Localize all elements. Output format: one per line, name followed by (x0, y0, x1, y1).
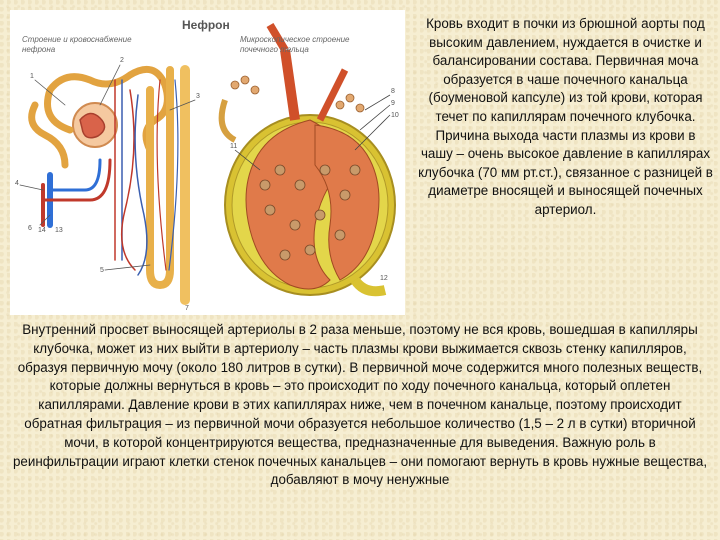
label-1: 1 (30, 73, 34, 80)
nephron-structure-drawing (20, 65, 195, 300)
nephron-figure (10, 10, 405, 315)
label-4: 4 (15, 180, 19, 187)
label-12: 12 (380, 275, 388, 282)
side-paragraph: Кровь входит в почки из брюшной аорты под высоким давлением, нуждается в очистке и балансировании состава. Первичная моча образуется в чаше почечного канальца (боуменовой капсуле) из той крови, которая течет по капиллярам почечного клубочка. Причина выхода части плазмы из крови в чашу – очень высокое давление в капиллярах клубочка (70 мм рт.ст.), связанное с разницей в диаметре вносящей и выносящей почечных артериол. (418, 16, 713, 217)
label-9: 9 (391, 100, 395, 107)
label-5: 5 (100, 267, 104, 274)
label-13: 13 (55, 227, 63, 234)
label-14: 14 (38, 227, 46, 234)
figure-title: Нефрон (182, 18, 230, 32)
label-3: 3 (196, 93, 200, 100)
main-paragraph: Внутренний просвет выносящей артериолы в 2 раза меньше, поэтому не вся кровь, вошедшая в капилляры клубочка, может из них выйти в артериолу – часть плазмы крови выжимается сквозь стенку капилляров, образуя первичную мочу (около 180 литров в сутки). В первичной моче содержится много полезных веществ, которые должны вернуться в кровь – это происходит по ходу почечного канальца, который оплетен капиллярами. Давление крови в этих капиллярах ниже, чем в почечном канальце, поэтому происходит обратная фильтрация – из первичной мочи образуется небольшое количество (1,5 – 2 л в сутки) вторичной мочи, в которой концентрируются вещества, предназначенные для выведения. Важную роль в реинфильтрации играют клетки стенок почечных канальцев – они помогают вернуть в кровь нужные вещества, добавляют в мочу ненужные (12, 322, 708, 488)
nephron-illustration (10, 10, 405, 315)
label-6: 6 (28, 225, 32, 232)
label-8: 8 (391, 88, 395, 95)
figure-left-caption: Строение и кровоснабжение нефрона (22, 35, 132, 54)
corpuscle-drawing (222, 25, 395, 295)
label-2: 2 (120, 57, 124, 64)
label-7: 7 (185, 305, 189, 312)
figure-right-caption: Микроскопическое строение почечного тельца (240, 35, 350, 54)
label-11: 11 (230, 143, 238, 150)
label-10: 10 (391, 112, 399, 119)
